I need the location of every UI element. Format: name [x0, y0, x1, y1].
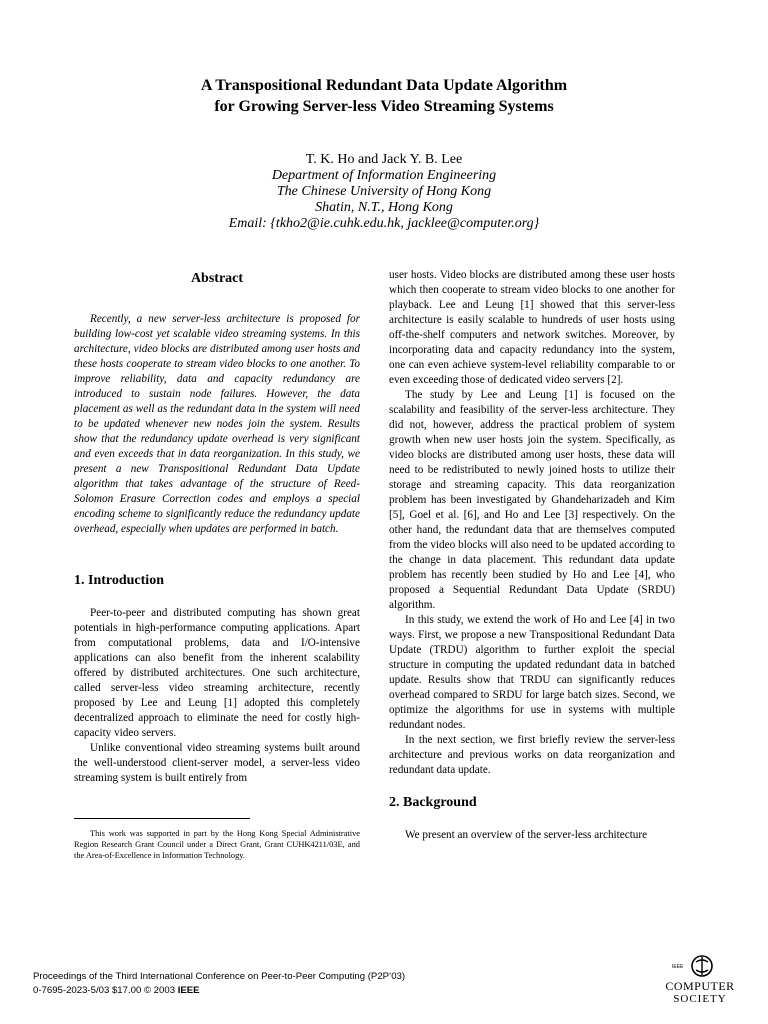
author-department: Department of Information Engineering [271, 168, 497, 183]
author-names: T. K. Ho and Jack Y. B. Lee [305, 152, 463, 167]
intro-paragraph-2: Unlike conventional video streaming systems built around the well-understood client-server model, a server-less video streaming system is built entirely from [74, 742, 360, 784]
left-column [74, 268, 360, 786]
logo-line-1: COMPUTER [665, 979, 735, 993]
ieee-emblem-icon [660, 954, 740, 980]
abstract-text: Recently, a new server-less architecture is proposed for building low-cost yet scalable video streaming systems. In this architecture, video blocks are distributed among user hosts and these hosts cooperate to stream video blocks to one another. To improve reliability, data and capacity redundancy are introduced to sustain node failures. However, the data placement as well as the redundant data in the system will need to be updated whenever new nodes join the system. Results show that the redundancy update overhead is very significant and even exceeds that in data reorganization. In this study, we present a new Transpositional Redundant Data Update algorithm that takes advantage of the structure of Reed-Solomon Erasure Correction codes and employs a special encoding scheme to significantly reduce the redundancy update overhead, especially when updates are performed in batch. [74, 313, 360, 535]
right-paragraph-4: In the next section, we first briefly review the server-less architecture and previous works on data reorganization and redundant data update. [389, 734, 675, 776]
abstract-heading: Abstract [190, 271, 244, 286]
logo-line-2: SOCIETY [673, 993, 727, 1005]
right-paragraph-3: In this study, we extend the work of Ho and Lee [4] in two ways. First, we propose a new Transpositional Redundant Data Update (TRDU) algorithm to further exploit the special structure in computing the updated redundant data in batched update. Results show that TRDU can significantly reduces overhead compared to SRDU for large batch sizes. Second, we optimize the algorithms for use in systems with multiple redundant nodes. [389, 614, 675, 731]
right-paragraph-1: user hosts. Video blocks are distributed among these user hosts which then cooperate to stream video blocks to one another for playback. Lee and Leung [1] showed that this server-less architecture is easily scalable to hundreds of user hosts using off-the-shelf computers and network switches. Moreover, by incorporating data and capacity redundancy into the system, one can even achieve system-level reliability comparable to or even exceeding those of dedicated video servers [2]. [389, 269, 675, 386]
footer-ieee: IEEE [177, 985, 200, 996]
background-heading: 2. Background [389, 795, 477, 810]
author-block [0, 152, 768, 232]
title-line-1: A Transpositional Redundant Data Update Algorithm [200, 77, 568, 94]
footer-isbn: 0-7695-2023-5/03 $17.00 © 2003 [33, 985, 176, 996]
introduction-heading: 1. Introduction [74, 573, 164, 588]
author-university: The Chinese University of Hong Kong [276, 184, 492, 199]
background-text: We present an overview of the server-less architecture [405, 829, 648, 841]
right-column [389, 268, 675, 843]
author-location: Shatin, N.T., Hong Kong [315, 200, 453, 215]
computer-society-logo [660, 954, 740, 1010]
footnote-rule [74, 818, 250, 819]
paper-title [0, 75, 768, 117]
footer-line-1: Proceedings of the Third International Conference on Peer-to-Peer Computing (P2P’03) [33, 971, 406, 982]
right-paragraph-2: The study by Lee and Leung [1] is focused on the scalability and feasibility of the server-less architecture. They did not, however, address the practical problem of system growth when new user hosts join the system. Specifically, as video blocks are distributed among user hosts, these data will need to be redistributed to newly joined hosts to utilize their storage and streaming capacity. This data reorganization problem has been investigated by Ghandeharizadeh and Kim [5], Goel et al. [6], and Ho and Lee [3] respectively. On the other hand, the redundant data that are themselves computed from the video blocks will also need to be updated according to the change in data placement. This redundant data update problem has recently been studied by Ho and Lee [4], who proposed a Sequential Redundant Data Update (SRDU) algorithm. [389, 389, 675, 611]
intro-paragraph-1: Peer-to-peer and distributed computing has shown great potentials in high-performance computing applications. Apart from computational problems, data and I/O-intensive applications can also benefit from the inherent scalability offered by distributed architectures. One such architecture, called server-less video streaming architecture, recently proposed by Lee and Leung [1] adopted this completely decentralized approach to eliminate the need for costly high-capacity video servers. [74, 607, 360, 739]
footer-line-2 [33, 984, 405, 998]
logo-small-text: IEEE [672, 964, 684, 970]
footnote: This work was supported in part by the Hong Kong Special Administrative Region Research Grant Council under a Direct Grant, Grant CUHK4211/03E, and the Area-of-Excellence in Information Technology. [74, 829, 360, 860]
title-line-2: for Growing Server-less Video Streaming Systems [214, 98, 554, 115]
proceedings-footer [33, 970, 405, 998]
author-email: Email: {tkho2@ie.cuhk.edu.hk, jacklee@computer.org} [228, 216, 540, 231]
